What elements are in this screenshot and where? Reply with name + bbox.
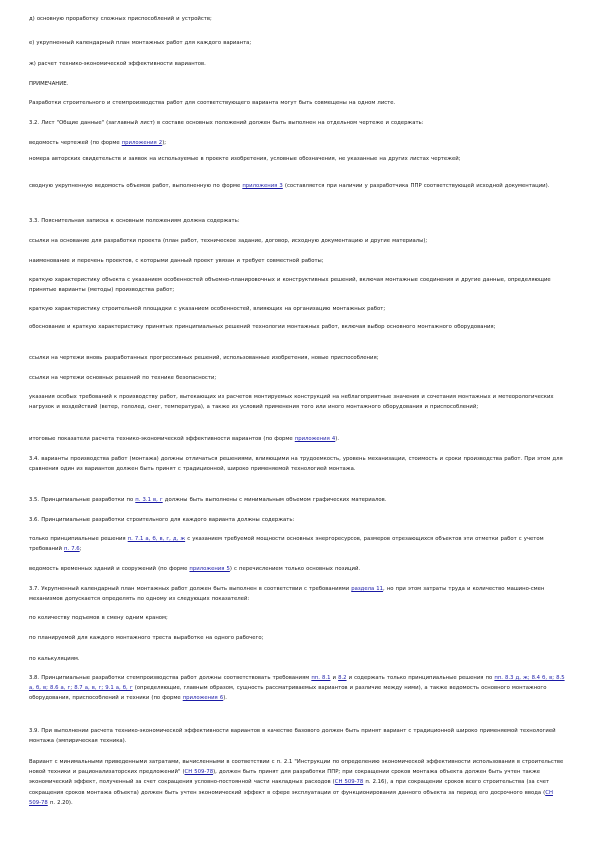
text-run: указания особых требований к производству работ, вытекающих из расчетов монтируемых конструкций на неблагоприятные значения и сочетания монтажных и метеорологических нагрузок и воздействий (ветер, гололед, снег, температура), а также из условий применения того или иного монтажного оборудования и приспособлений; bbox=[29, 394, 554, 411]
paragraph bbox=[29, 216, 567, 226]
text-run: Разработки строительного и стемпроизводства работ для соответствующего варианта могут быть совмещены на одном листе. bbox=[29, 100, 396, 106]
text-run: ; bbox=[79, 546, 82, 553]
paragraph bbox=[29, 373, 567, 383]
text-run: номера авторских свидетельств и заявок на используемые в проекте изобретения, условные обозначения, не указанные на других листах чертежей; bbox=[29, 156, 461, 162]
text-run: 3.4. варианты производства работ (монтажа) должны отличаться решениями, влияющими на трудоемкость, уровень механизации, стоимость и сроки производства работ. При этом для сравнения один из вариантов должен быть принят с традиционной, широко применяемой технологией монтажа. bbox=[29, 456, 563, 473]
paragraph bbox=[29, 454, 567, 474]
reference-link[interactable]: п. 7.6 bbox=[64, 546, 80, 553]
paragraph bbox=[29, 515, 567, 525]
paragraph bbox=[29, 613, 567, 623]
paragraph bbox=[29, 154, 567, 164]
paragraph bbox=[29, 495, 567, 505]
text-run: ПРИМЕЧАНИЕ. bbox=[29, 81, 69, 87]
paragraph bbox=[29, 38, 567, 48]
text-run: 3.5. Принципиальные разработки по bbox=[29, 497, 136, 503]
text-run: ), должен быть принят для разработки ППР; при сокращении сроков монтажа объекта должен быть учтен также экономический эффект, полученный за счет сокращения условно-постоянной части накладных расходов ( bbox=[29, 769, 541, 786]
text-run: 3.8. Принципиальные разработки стемпроизводства работ должны соответствовать требованиям bbox=[29, 675, 312, 681]
text-run: п. 2.16), а при сокращении сроков всего строительства (за счет сокращения сроков монтажа объекта) должен быть учтен экономический эффект в сфере эксплуатации от функционирования данного объекта за период его досрочного ввода ( bbox=[29, 779, 550, 796]
text-run: по планируемой для каждого монтажного треста выработке на одного рабочего; bbox=[29, 635, 264, 641]
text-run: обоснование и краткую характеристику принятых принципиальных решений технологии монтажных работ, включая выбор основного монтажного оборудования; bbox=[29, 324, 496, 330]
paragraph bbox=[29, 236, 567, 246]
paragraph bbox=[29, 59, 567, 69]
reference-link[interactable]: приложения 6 bbox=[182, 695, 224, 702]
text-run: с указанием требуемой мощности основных энергоресурсов, размеров отрезающихся объектов эти отметки работ с учетом требований bbox=[29, 536, 544, 553]
reference-link[interactable]: СН 509-78 bbox=[334, 779, 364, 786]
text-run: 3.2. Лист "Общие данные" (заглавный лист) в составе основных положений должен быть выполнен на отдельном чертеже и содержать: bbox=[29, 120, 424, 126]
reference-link[interactable]: приложения 3 bbox=[242, 183, 283, 189]
text-run: краткую характеристику объекта с указанием особенностей объемно-планировочных и конструктивных решений, включая монтажные соединения и другие данные, определяющие принятые варианты (методы) производства работ; bbox=[29, 277, 551, 294]
text-run: ведомость временных зданий и сооружений (по форме bbox=[29, 566, 190, 572]
text-run: только принципиальные решения bbox=[29, 536, 128, 542]
text-run: по количеству подъемов в смену одним краном; bbox=[29, 615, 168, 621]
reference-link[interactable]: пп. 8.3 д, ж; 8.4 б, в; 8.5 а, б, в; 8.6 а, г; 8.7 а, в, г; 9.1 а, б, г bbox=[29, 675, 565, 692]
paragraph bbox=[29, 353, 567, 363]
text-run: ссылки на чертежи вновь разработанных прогрессивных решений, использованные изобретения, новые приспособления; bbox=[29, 355, 379, 361]
section-heading bbox=[29, 79, 567, 89]
text-run: должны быть выполнены с минимальным объемом графических материалов. bbox=[162, 497, 387, 503]
text-run: ) с перечислением только основных позиций. bbox=[229, 566, 361, 572]
text-run: и bbox=[330, 675, 339, 681]
text-run: Вариант с минимальными приведенными затратами, вычисленными в соответствии с п. 2.1 "Инструкции по определению экономической эффективности использования в строительстве новой техники и рационализаторских предложений" ( bbox=[29, 759, 564, 776]
text-run: ); bbox=[162, 140, 167, 146]
text-run: ссылки на чертежи основных решений по технике безопасности; bbox=[29, 375, 217, 381]
text-run: краткую характеристику строительной площадки с указанием особенностей, влияющих на организацию монтажных работ; bbox=[29, 306, 386, 312]
paragraph bbox=[29, 757, 567, 808]
reference-link[interactable]: приложения 2 bbox=[121, 140, 163, 146]
paragraph bbox=[29, 584, 567, 604]
text-run: ведомость чертежей (по форме bbox=[29, 140, 122, 146]
paragraph bbox=[29, 726, 567, 746]
paragraph bbox=[29, 392, 567, 412]
paragraph bbox=[29, 434, 567, 444]
text-run: сводную укрупненную ведомость объемов работ, выполненную по форме bbox=[29, 183, 243, 189]
reference-link[interactable]: СН 509-78 bbox=[184, 769, 214, 776]
paragraph bbox=[29, 654, 567, 664]
paragraph bbox=[29, 138, 567, 148]
text-run: ссылки на основание для разработки проекта (план работ, техническое задание, договор, исходную документацию и другие материалы); bbox=[29, 238, 428, 244]
text-run: (составляется при наличии у разработчика ППР соответствующей исходной документации). bbox=[282, 183, 550, 189]
text-run: 3.7. Укрупненный календарный план монтажных работ должен быть выполнен в соответствии с требованиями bbox=[29, 586, 352, 592]
text-run: 3.6. Принципиальные разработки строительного для каждого варианта должны содержать: bbox=[29, 517, 295, 523]
paragraph bbox=[29, 673, 567, 704]
reference-link[interactable]: приложения 4 bbox=[294, 436, 336, 442]
text-run: 3.3. Пояснительная записка к основным положениям должна содержать: bbox=[29, 218, 240, 224]
paragraph bbox=[29, 633, 567, 643]
paragraph bbox=[29, 98, 567, 108]
text-run: и содержать только принципиальные решения по bbox=[346, 675, 495, 681]
text-run: по калькуляциям. bbox=[29, 656, 80, 662]
paragraph bbox=[29, 275, 567, 295]
paragraph bbox=[29, 304, 567, 314]
text-run: (определяющие, главным образом, сущность рассматриваемых вариантов и различие между ними), а также ведомость основного монтажного оборудования, приспособлений и техники (по форме bbox=[29, 685, 547, 702]
text-run: д) основную проработку сложных приспособлений и устройств; bbox=[29, 16, 212, 22]
text-run: наименование и перечень проектов, с которыми данный проект увязан и требует совместной работы; bbox=[29, 258, 324, 264]
paragraph bbox=[29, 14, 567, 24]
text-run: ж) расчет технико-экономической эффективности вариантов. bbox=[29, 61, 206, 67]
reference-link[interactable]: пп. 8.1 bbox=[311, 675, 331, 681]
text-run: итоговые показатели расчета технико-экономической эффективности вариантов (по форме bbox=[29, 436, 295, 442]
paragraph bbox=[29, 256, 567, 266]
paragraph bbox=[29, 118, 567, 128]
text-run: 3.9. При выполнении расчета технико-экономической эффективности вариантов в качестве базового должен быть принят вариант с традиционной широко применяемой технологией монтажа (эмпирическая техника). bbox=[29, 728, 556, 745]
text-run: е) укрупненный календарный план монтажных работ для каждого варианта; bbox=[29, 40, 252, 46]
reference-link[interactable]: п. 7.1 а, б, в, г, д, ж bbox=[127, 536, 186, 542]
paragraph bbox=[29, 322, 567, 332]
paragraph bbox=[29, 181, 567, 191]
reference-link[interactable]: п. 3.1 в, г bbox=[135, 497, 163, 503]
text-run: п. 2.20). bbox=[47, 799, 73, 806]
text-run: , но при этом затраты труда и количество машино-смен механизмов допускается определять по одному из следующих показателей: bbox=[29, 586, 545, 603]
reference-link[interactable]: 8.2 bbox=[338, 675, 347, 681]
paragraph bbox=[29, 534, 567, 554]
paragraph bbox=[29, 564, 567, 574]
reference-link[interactable]: СН 509-78 bbox=[29, 789, 553, 806]
reference-link[interactable]: раздела 11 bbox=[351, 586, 384, 592]
text-run: ). bbox=[223, 695, 227, 702]
reference-link[interactable]: приложения 5 bbox=[189, 566, 230, 572]
text-run: ). bbox=[335, 436, 340, 442]
